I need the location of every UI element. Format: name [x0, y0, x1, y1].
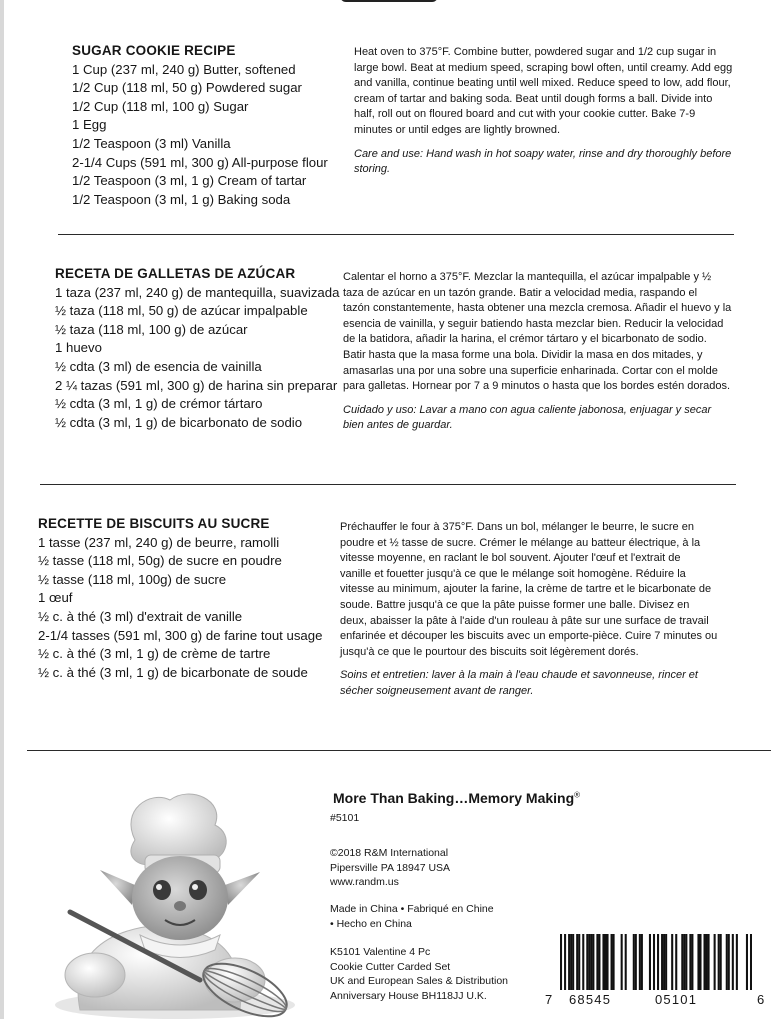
ingredient-line: ½ cdta (3 ml) de esencia de vainilla	[55, 358, 262, 374]
direction-line: Calentar el horno a 375°F. Mezclar la mantequilla, el azúcar impalpable y ½	[343, 271, 712, 283]
barcode-bar	[625, 934, 627, 990]
barcode-bar	[592, 934, 594, 990]
ingredient-line: ½ c. à thé (3 ml) d'extrait de vanille	[38, 608, 243, 624]
barcode-bar	[728, 934, 730, 990]
ingredient-line: ½ cdta (3 ml, 1 g) de crémor tártaro	[55, 396, 263, 412]
ingredient-line: 1 Cup (237 ml, 240 g) Butter, softened	[72, 61, 296, 77]
ingredient-line: 1/2 Cup (118 ml, 50 g) Powdered sugar	[72, 80, 302, 96]
divider	[27, 750, 771, 751]
barcode-bar	[576, 934, 578, 990]
registered-mark: ®	[574, 790, 581, 800]
ingredient-line: ½ taza (118 ml, 100 g) de azúcar	[55, 321, 248, 337]
direction-line: soude. Battre jusqu'à ce que la pâte puisse former une balle. Divisez en	[340, 598, 690, 611]
direction-line: enfarinée et découper les biscuits avec un emporte-pièce. Cuire 7 minutes ou	[340, 630, 718, 643]
barcode-bar	[570, 934, 572, 990]
barcode-bar	[639, 934, 641, 990]
company-info	[330, 846, 450, 890]
barcode-bar	[611, 934, 613, 990]
direction-line: vanille et fouetter jusqu'à ce que le mélange soit homogène. Réduire la	[340, 567, 686, 580]
ingredient-line: 2-1/4 tasses (591 ml, 300 g) de farine tout usage	[38, 627, 323, 643]
french-care	[340, 668, 717, 699]
barcode-bar	[708, 934, 710, 990]
barcode-bar	[683, 934, 685, 990]
care-line: Soins et entretien: laver à la main à l'eau chaude et savonneuse, rincer et	[340, 669, 698, 682]
ingredient-line: ½ cdta (3 ml, 1 g) de bicarbonato de sodio	[55, 414, 303, 430]
english-ingredients	[72, 42, 328, 209]
barcode-bar	[598, 934, 600, 990]
barcode-bar	[750, 934, 752, 990]
english-care	[354, 147, 732, 178]
barcode-bar	[736, 934, 738, 990]
item-number: #5101	[330, 812, 360, 824]
divider	[40, 484, 736, 485]
ingredient-line: 1 taza (237 ml, 240 g) de mantequilla, suavizada	[55, 284, 340, 300]
barcode-bar	[718, 934, 720, 990]
barcode-bar	[635, 934, 637, 990]
care-line: Cuidado y uso: Lavar a mano con agua caliente jabonosa, enjuagar y secar	[343, 403, 712, 416]
direction-line: cream of tartar and baking soda. Beat until dough forms a ball. Divide into	[354, 92, 713, 105]
barcode-bar	[691, 934, 693, 990]
barcode-bar	[604, 934, 606, 990]
product-info	[330, 945, 508, 1003]
ingredient-line: ½ tasse (118 ml, 50g) de sucre en poudre	[38, 553, 282, 569]
ingredient-line: 1 Egg	[72, 117, 107, 133]
barcode-bar	[621, 934, 623, 990]
copyright: ©2018 R&M International	[330, 847, 449, 859]
barcode-bar	[685, 934, 687, 990]
barcode-bar	[746, 934, 748, 990]
english-directions	[354, 45, 732, 178]
direction-line: and vanilla, continue beating until well mixed. Reduce speed to low, add flour,	[354, 77, 731, 90]
direction-line: minutes or until edges are lightly browned.	[354, 123, 561, 136]
barcode-bar	[590, 934, 592, 990]
barcode-bar	[714, 934, 716, 990]
barcode-bar	[582, 934, 584, 990]
barcode-first-digit: 7	[545, 992, 553, 1007]
barcode-bar	[606, 934, 608, 990]
distribution-line: Anniversary House BH118JJ U.K.	[330, 989, 487, 1002]
direction-line: half, roll out on floured board and cut with your cookie cutter. Bake 7-9	[354, 108, 696, 121]
barcode-bar	[697, 934, 699, 990]
ingredient-line: 2-1/4 Cups (591 ml, 300 g) All-purpose flour	[72, 154, 328, 170]
barcode-bar	[706, 934, 708, 990]
direction-line: poudre et ½ tasse de sucre. Crémer le mélange au batteur électrique, à la	[340, 536, 701, 549]
barcode-bar	[586, 934, 588, 990]
chef-elf-illustration	[40, 780, 300, 1019]
ingredient-line: 2 ¼ tazas (591 ml, 300 g) de harina sin preparar	[55, 377, 338, 393]
address: Pipersville PA 18947 USA	[330, 861, 451, 874]
barcode-bar	[568, 934, 570, 990]
care-line: Care and use: Hand wash in hot soapy water, rinse and dry thoroughly before	[354, 147, 732, 160]
barcode-bar	[665, 934, 667, 990]
made-in: • Hecho en China	[330, 917, 412, 930]
barcode-bar	[675, 934, 677, 990]
barcode-bar	[560, 934, 562, 990]
barcode-bar	[663, 934, 665, 990]
barcode-bar	[578, 934, 580, 990]
barcode-bar	[661, 934, 663, 990]
direction-line: large bowl. Beat at medium speed, scraping bowl often, until creamy. Add egg	[354, 61, 733, 74]
barcode-bar	[613, 934, 615, 990]
spanish-directions	[343, 270, 731, 434]
ingredient-line: ½ taza (118 ml, 50 g) de azúcar impalpable	[55, 303, 308, 319]
upc-barcode	[545, 930, 770, 1019]
barcode-bar	[602, 934, 604, 990]
french-ingredients	[38, 515, 322, 682]
direction-line: taza de azúcar en un tazón grande. Batir a velocidad media, raspando el	[343, 286, 698, 299]
spanish-title: RECETA DE GALLETAS DE AZÚCAR	[55, 266, 296, 281]
direction-line: vitesse au minimum, ajouter la farine, la crème de tartre et le bicarbonate de	[340, 583, 712, 596]
barcode-bar	[588, 934, 590, 990]
english-title: SUGAR COOKIE RECIPE	[72, 43, 236, 58]
barcode-bar	[564, 934, 566, 990]
direction-line: deux, abaisser la pâte à l'aide d'un rouleau à pâte sur une surface de travail	[340, 614, 709, 627]
ingredient-line: 1/2 Teaspoon (3 ml) Vanilla	[72, 135, 231, 151]
care-line: storing.	[354, 163, 391, 176]
barcode-bar	[633, 934, 635, 990]
tagline-text: More Than Baking…Memory Making	[333, 790, 575, 806]
barcode-bar	[681, 934, 683, 990]
barcode-bars	[560, 934, 752, 990]
barcode-bar	[699, 934, 701, 990]
ingredient-line: ½ c. à thé (3 ml, 1 g) de bicarbonate de soude	[38, 664, 308, 680]
ingredient-line: 1/2 Cup (118 ml, 100 g) Sugar	[72, 98, 249, 114]
direction-line: jusqu'à ce que le pourtour des biscuits soit légèrement dorés.	[340, 645, 639, 658]
ingredient-line: 1 œuf	[38, 590, 73, 606]
ingredient-line: 1 huevo	[55, 340, 102, 356]
ingredient-line: ½ tasse (118 ml, 100g) de sucre	[38, 571, 227, 587]
care-line: bien antes de guardar.	[343, 419, 453, 432]
direction-line: Batir hasta que la masa forme una bola. Dividir la masa en dos mitades, y	[343, 348, 703, 361]
barcode-left-group: 68545	[569, 992, 612, 1007]
barcode-bar	[689, 934, 691, 990]
card-edge	[0, 0, 4, 1019]
barcode-bar	[641, 934, 643, 990]
direction-line: Préchauffer le four à 375°F. Dans un bol, mélanger le beurre, le sucre en	[340, 521, 694, 533]
spanish-ingredients	[55, 265, 339, 432]
barcode-bar	[703, 934, 705, 990]
ingredient-line: 1/2 Teaspoon (3 ml, 1 g) Cream of tartar	[72, 173, 307, 189]
care-line: sécher soigneusement avant de ranger.	[340, 684, 534, 697]
divider	[58, 234, 734, 235]
distribution-line: UK and European Sales & Distribution	[330, 975, 509, 987]
ingredient-line: 1/2 Teaspoon (3 ml, 1 g) Baking soda	[72, 191, 291, 207]
barcode-bar	[720, 934, 722, 990]
barcode-right-group: 05101	[655, 992, 698, 1007]
barcode-bar	[649, 934, 651, 990]
direction-line: vitesse moyenne, en raclant le bol souvent. Ajouter l'œuf et l'extrait de	[340, 552, 681, 565]
made-in: Made in China • Fabriqué en Chine	[330, 903, 494, 915]
direction-line: esencia de vainilla, y seguir batiendo hasta mezclar bien. Reducir la velocidad	[343, 317, 724, 330]
barcode-bar	[572, 934, 574, 990]
product-line: Cookie Cutter Carded Set	[330, 960, 451, 973]
barcode-bar	[671, 934, 673, 990]
french-directions	[340, 520, 717, 700]
origin-info	[330, 902, 494, 931]
barcode-bar	[653, 934, 655, 990]
product-line: K5101 Valentine 4 Pc	[330, 946, 431, 958]
direction-line: amasarlas una por una sobre una superficie enharinada. Cortar con el molde	[343, 364, 718, 377]
french-title: RECETTE DE BISCUITS AU SUCRE	[38, 516, 270, 531]
website: www.randm.us	[330, 876, 399, 888]
direction-line: tazón constantemente, hasta obtener una mezcla cremosa. Añadir el huevo y la	[343, 302, 732, 315]
brand-tagline	[333, 790, 580, 806]
direction-line: Heat oven to 375°F. Combine butter, powdered sugar and 1/2 cup sugar in	[354, 46, 717, 58]
ingredient-line: ½ c. à thé (3 ml, 1 g) de crème de tartre	[38, 646, 271, 662]
direction-line: de la batidora, añadir la harina, el crémor tártaro y el bicarbonato de sodio.	[343, 333, 707, 346]
barcode-bar	[732, 934, 734, 990]
direction-line: para galletas. Hornear por 7 a 9 minutos o hasta que los bordes estén dorados.	[343, 380, 731, 393]
barcode-bar	[596, 934, 598, 990]
barcode-bar	[726, 934, 728, 990]
spanish-care	[343, 403, 731, 434]
hang-tab	[340, 0, 438, 2]
barcode-check-digit: 6	[757, 992, 765, 1007]
barcode-bar	[657, 934, 659, 990]
ingredient-line: 1 tasse (237 ml, 240 g) de beurre, ramolli	[38, 534, 280, 550]
